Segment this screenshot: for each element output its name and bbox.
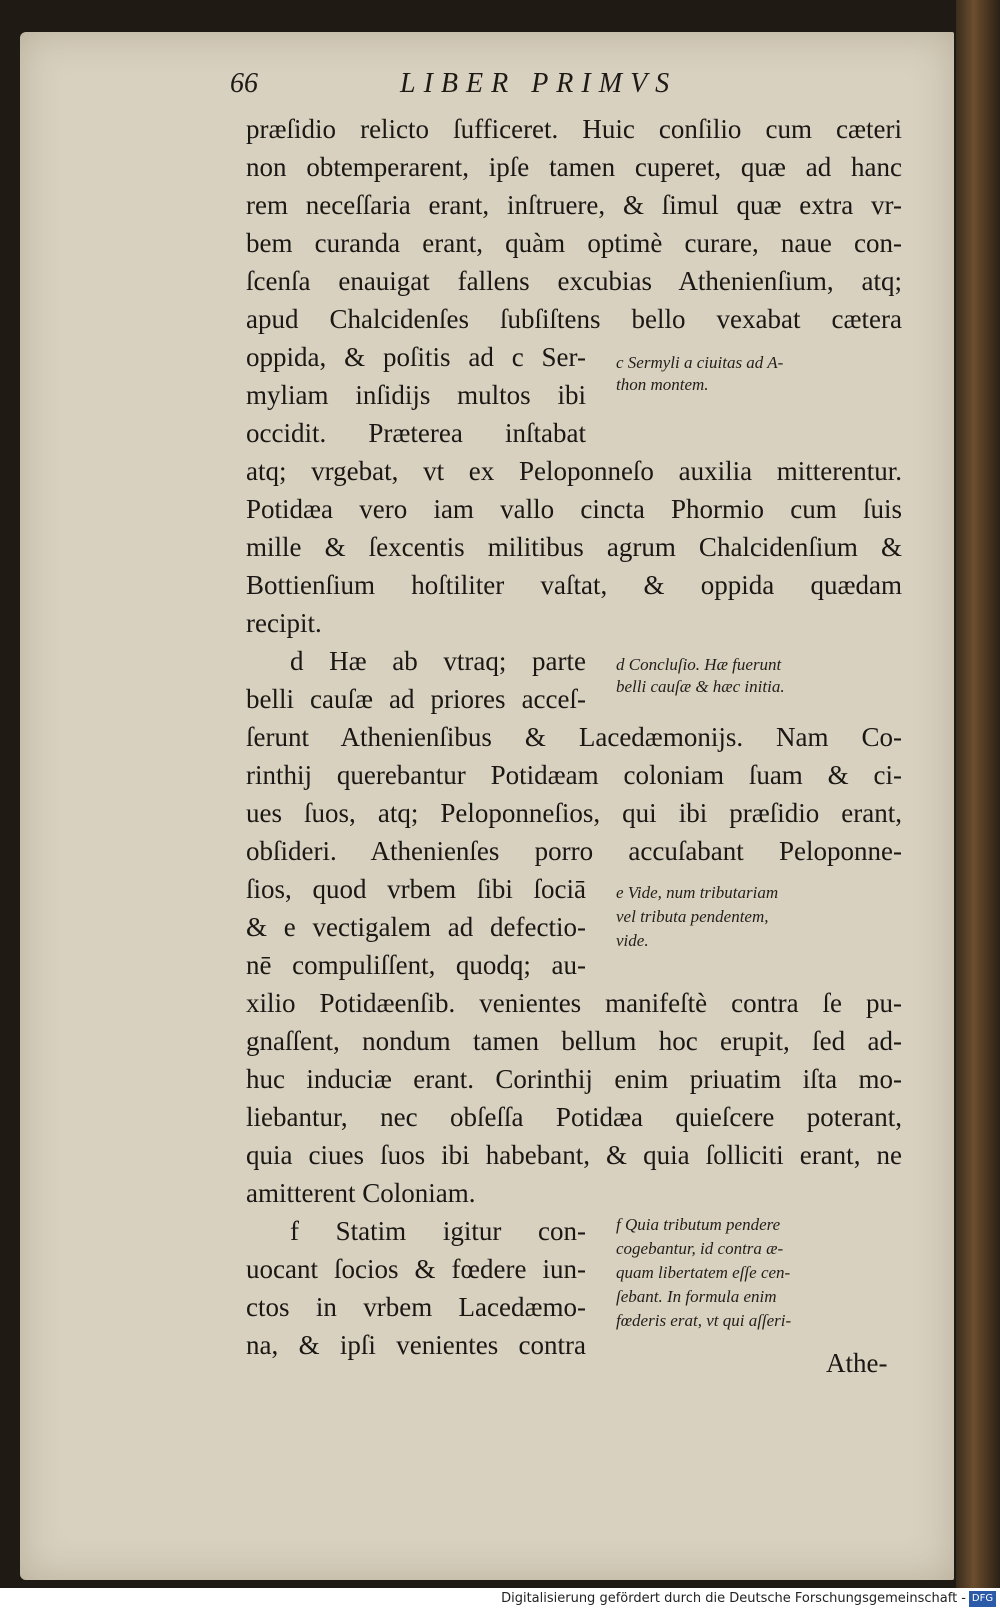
text-line: ſios, quod vrbem ſibi ſociā [246,874,586,904]
dfg-logo: DFG [969,1591,996,1607]
text-line: mille & ſexcentis militibus agrum Chalcidenſium & [246,532,902,562]
text-line: xilio Potidæenſib. venientes manifeſtè contra ſe pu- [246,988,902,1018]
margin-note: belli cauſæ & hæc initia. [616,677,785,696]
running-header [230,68,930,108]
book-spine [956,0,1000,1600]
margin-note: cogebantur, id contra æ- [616,1239,784,1258]
running-title: LIBER PRIMVS [400,68,678,99]
margin-note: f Quia tributum pendere [616,1215,781,1234]
margin-note: c Sermyli a ciuitas ad A- [616,353,784,372]
text-line: rinthij querebantur Potidæam coloniam ſuam & ci- [246,760,902,790]
text-line: quia ciues ſuos ibi habebant, & quia ſolliciti erant, ne [246,1140,902,1170]
text-line: non obtemperarent, ipſe tamen cuperet, quæ ad hanc [246,152,902,182]
text-line: gnaſſent, nondum tamen bellum hoc erupit, ſed ad- [246,1026,902,1056]
text-line: bem curanda erant, quàm optimè curare, naue con- [246,228,902,258]
text-line: occidit. Præterea inſtabat [246,418,586,448]
text-line: ues ſuos, atq; Peloponneſios, qui ibi præſidio erant, [246,798,902,828]
text-line: oppida, & poſitis ad c Ser- [246,342,586,372]
text-line: apud Chalcidenſes ſubſiſtens bello vexabat cætera [246,304,902,334]
digitization-footer [0,1588,1000,1612]
text-line: liebantur, nec obſeſſa Potidæa quieſcere poterant, [246,1102,902,1132]
margin-note: thon montem. [616,375,709,394]
text-line: ſerunt Athenienſibus & Lacedæmonijs. Nam Co- [246,722,902,752]
text-line: belli cauſæ ad priores acceſ- [246,684,586,714]
text-line: f Statim igitur con- [290,1216,586,1246]
margin-note: fœderis erat, vt qui aſſeri- [616,1311,792,1330]
text-line: uocant ſocios & fœdere iun- [246,1254,586,1284]
text-line: amitterent Coloniam. [246,1178,476,1208]
text-line: ſcenſa enauigat fallens excubias Athenienſium, atq; [246,266,902,296]
text-line: Bottienſium hoſtiliter vaſtat, & oppida quædam [246,570,902,600]
text-line: myliam inſidijs multos ibi [246,380,586,410]
text-line: recipit. [246,608,322,638]
text-line: atq; vrgebat, vt ex Peloponneſo auxilia mitterentur. [246,456,902,486]
text-line: præſidio relicto ſufficeret. Huic conſilio cum cæteri [246,114,902,144]
text-line: d Hæ ab vtraq; parte [290,646,586,676]
page-number: 66 [230,68,258,99]
catchword: Athe- [826,1348,888,1378]
text-line: ctos in vrbem Lacedæmo- [246,1292,586,1322]
text-line: obſideri. Athenienſes porro accuſabant Peloponne- [246,836,902,866]
margin-note: d Concluſio. Hæ fuerunt [616,655,782,674]
margin-note: e Vide, num tributariam [616,883,779,902]
funding-credit: Digitalisierung gefördert durch die Deutsche Forschungsgemeinschaft - [501,1591,966,1606]
text-line: huc induciæ erant. Corinthij enim priuatim iſta mo- [246,1064,902,1094]
text-line: rem neceſſaria erant, inſtruere, & ſimul quæ extra vr- [246,190,902,220]
text-line: & e vectigalem ad defectio- [246,912,586,942]
text-line: na, & ipſi venientes contra [246,1330,586,1360]
margin-note: vel tributa pendentem, [616,907,769,926]
text-line: nē compuliſſent, quodq; au- [246,950,586,980]
margin-note: quam libertatem eſſe cen- [616,1263,791,1282]
margin-note: vide. [616,931,649,950]
text-line: Potidæa vero iam vallo cincta Phormio cum ſuis [246,494,902,524]
margin-note: ſebant. In formula enim [616,1287,777,1306]
